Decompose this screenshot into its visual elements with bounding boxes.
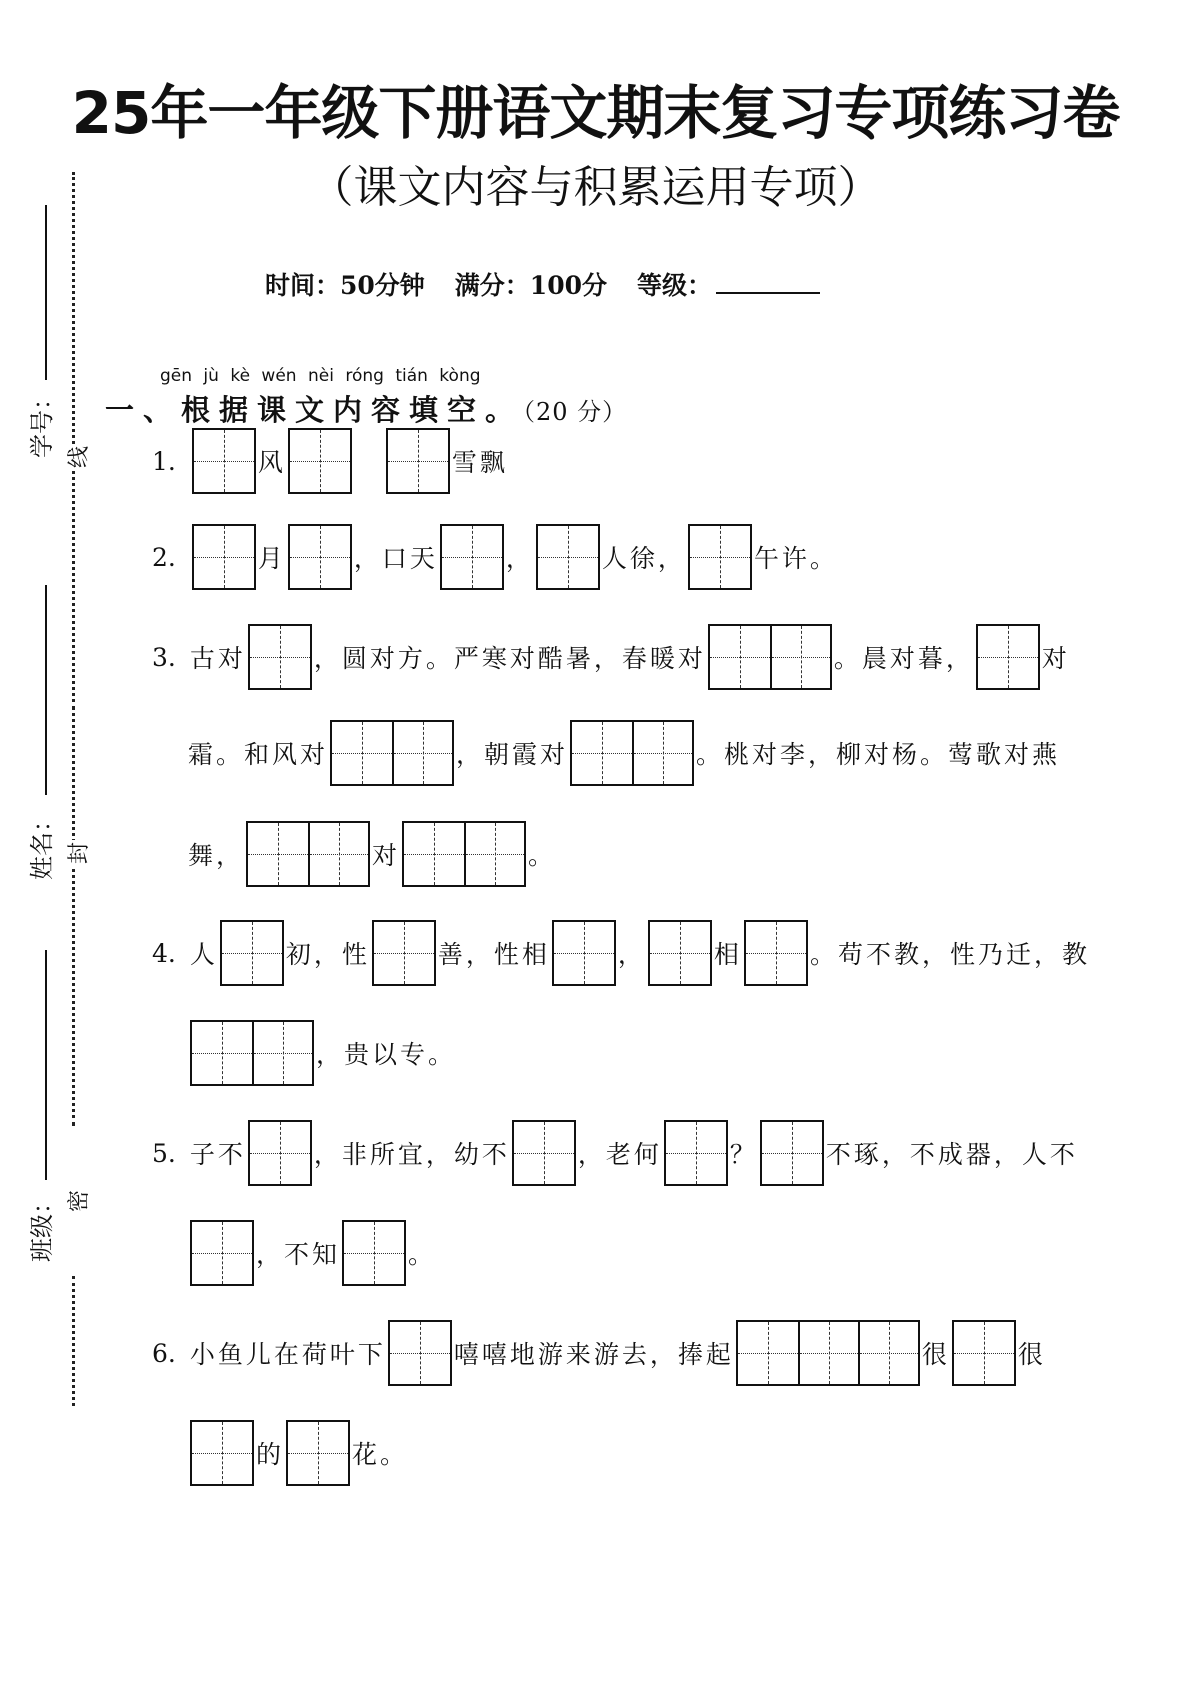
tian-zi-ge-cell[interactable] bbox=[222, 922, 282, 984]
question-text: 。 bbox=[408, 1240, 437, 1269]
question-text: 。桃对李，柳对杨。莺歌对燕 bbox=[696, 740, 1061, 769]
answer-grid-3-char[interactable] bbox=[736, 1320, 920, 1386]
answer-grid-1-char[interactable] bbox=[288, 428, 352, 494]
tian-zi-ge-cell[interactable] bbox=[192, 1222, 252, 1284]
tian-zi-ge-cell[interactable] bbox=[388, 430, 448, 492]
section-score: （20 分） bbox=[523, 398, 628, 426]
question-text: 。晨对暮， bbox=[833, 644, 974, 673]
answer-grid-2-char[interactable] bbox=[570, 720, 694, 786]
answer-grid-1-char[interactable] bbox=[288, 524, 352, 590]
answer-grid-1-char[interactable] bbox=[760, 1120, 824, 1186]
tian-zi-ge-cell[interactable] bbox=[250, 1122, 310, 1184]
question-text: 。苟不教，性乃迁，教 bbox=[809, 940, 1090, 969]
question-text: 很 bbox=[921, 1340, 950, 1369]
question-text: 对 bbox=[1041, 644, 1070, 673]
tian-zi-ge-cell[interactable] bbox=[390, 1322, 450, 1384]
answer-grid-2-char[interactable] bbox=[330, 720, 454, 786]
question-4-line-2 bbox=[188, 1020, 456, 1086]
question-text: 不琢，不成器，人不 bbox=[825, 1140, 1078, 1169]
answer-grid-1-char[interactable] bbox=[342, 1220, 406, 1286]
page-subtitle: （课文内容与积累运用专项） bbox=[309, 162, 882, 213]
tian-zi-ge-cell[interactable] bbox=[858, 1322, 918, 1384]
tian-zi-ge-cell[interactable] bbox=[554, 922, 614, 984]
tian-zi-ge-cell[interactable] bbox=[252, 1022, 312, 1084]
question-1-line-1 bbox=[152, 428, 508, 494]
grade-field bbox=[637, 266, 820, 302]
tian-zi-ge-cell[interactable] bbox=[464, 823, 524, 885]
tian-zi-ge-cell[interactable] bbox=[192, 1022, 252, 1084]
question-text: 子不 bbox=[189, 1140, 246, 1169]
tian-zi-ge-cell[interactable] bbox=[194, 430, 254, 492]
answer-grid-1-char[interactable] bbox=[664, 1120, 728, 1186]
tian-zi-ge-cell[interactable] bbox=[710, 626, 770, 688]
grade-blank[interactable] bbox=[716, 268, 820, 294]
answer-grid-1-char[interactable] bbox=[388, 1320, 452, 1386]
question-text: ？ bbox=[729, 1140, 758, 1169]
question-text: 善，性相 bbox=[437, 940, 550, 969]
question-text: ，口天 bbox=[353, 544, 438, 573]
tian-zi-ge-cell[interactable] bbox=[632, 722, 692, 784]
seal-dotted-line bbox=[72, 172, 75, 702]
tian-zi-ge-cell[interactable] bbox=[290, 430, 350, 492]
answer-grid-1-char[interactable] bbox=[688, 524, 752, 590]
tian-zi-ge-cell[interactable] bbox=[978, 626, 1038, 688]
class-label: 班级： bbox=[28, 1190, 56, 1262]
tian-zi-ge-cell[interactable] bbox=[762, 1122, 822, 1184]
tian-zi-ge-cell[interactable] bbox=[954, 1322, 1014, 1384]
tian-zi-ge-cell[interactable] bbox=[250, 626, 310, 688]
page-title: 25年一年级下册语文期末复习专项练习卷 bbox=[71, 79, 1120, 147]
answer-grid-1-char[interactable] bbox=[976, 624, 1040, 690]
tian-zi-ge-cell[interactable] bbox=[650, 922, 710, 984]
name-label: 姓名： bbox=[28, 808, 56, 880]
tian-zi-ge-cell[interactable] bbox=[392, 722, 452, 784]
question-3-line-3 bbox=[188, 821, 556, 887]
answer-grid-1-char[interactable] bbox=[372, 920, 436, 986]
answer-grid-2-char[interactable] bbox=[708, 624, 832, 690]
question-number: 4. bbox=[152, 938, 176, 968]
tian-zi-ge-cell[interactable] bbox=[666, 1122, 726, 1184]
question-3-line-2 bbox=[188, 720, 1060, 786]
question-text: 很 bbox=[1017, 1340, 1046, 1369]
tian-zi-ge-cell[interactable] bbox=[344, 1222, 404, 1284]
exam-meta bbox=[265, 266, 820, 302]
question-number: 6. bbox=[152, 1338, 176, 1368]
question-6-line-2 bbox=[188, 1420, 408, 1486]
answer-grid-1-char[interactable] bbox=[536, 524, 600, 590]
answer-grid-1-char[interactable] bbox=[220, 920, 284, 986]
question-text: 雪飘 bbox=[451, 448, 508, 477]
tian-zi-ge-cell[interactable] bbox=[442, 526, 502, 588]
tian-zi-ge-cell[interactable] bbox=[572, 722, 632, 784]
tian-zi-ge-cell[interactable] bbox=[288, 1422, 348, 1484]
student-id-label: 学号： bbox=[28, 386, 56, 458]
answer-grid-1-char[interactable] bbox=[440, 524, 504, 590]
tian-zi-ge-cell[interactable] bbox=[308, 823, 368, 885]
binding-margin bbox=[0, 0, 100, 1684]
grade-label: 等级： bbox=[636, 271, 712, 300]
tian-zi-ge-cell[interactable] bbox=[690, 526, 750, 588]
answer-grid-1-char[interactable] bbox=[190, 1420, 254, 1486]
question-text: 。 bbox=[528, 841, 557, 870]
tian-zi-ge-cell[interactable] bbox=[248, 823, 308, 885]
seal-mark-mi: 密 bbox=[62, 1188, 93, 1214]
question-5-line-2 bbox=[188, 1220, 436, 1286]
question-3-line-1 bbox=[152, 624, 1070, 690]
seal-mark-feng: 封 bbox=[62, 840, 93, 866]
question-text: ，圆对方。严寒对酷暑，春暖对 bbox=[313, 644, 706, 673]
question-text: 对 bbox=[372, 841, 401, 870]
answer-grid-1-char[interactable] bbox=[512, 1120, 576, 1186]
question-number: 3. bbox=[152, 642, 176, 672]
question-text: 小鱼儿在荷叶下 bbox=[189, 1340, 386, 1369]
tian-zi-ge-cell[interactable] bbox=[770, 626, 830, 688]
answer-grid-1-char[interactable] bbox=[286, 1420, 350, 1486]
tian-zi-ge-cell[interactable] bbox=[798, 1322, 858, 1384]
question-text: 舞， bbox=[188, 841, 245, 870]
seal-dotted-line bbox=[72, 706, 75, 1126]
tian-zi-ge-cell[interactable] bbox=[290, 526, 350, 588]
question-text: 嘻嘻地游来游去，捧起 bbox=[453, 1340, 734, 1369]
answer-grid-1-char[interactable] bbox=[192, 428, 256, 494]
question-text: 月 bbox=[257, 544, 286, 573]
tian-zi-ge-cell[interactable] bbox=[192, 1422, 252, 1484]
question-text: 风 bbox=[257, 448, 286, 477]
time-limit: 时间：50分钟 bbox=[265, 271, 425, 300]
question-text: 午许。 bbox=[753, 544, 838, 573]
question-text: ，非所宜，幼不 bbox=[313, 1140, 510, 1169]
name-blank[interactable] bbox=[45, 585, 47, 795]
answer-grid-1-char[interactable] bbox=[190, 1220, 254, 1286]
question-text: 古对 bbox=[189, 644, 246, 673]
question-text: ， bbox=[617, 940, 646, 969]
answer-grid-1-char[interactable] bbox=[192, 524, 256, 590]
question-text: 初，性 bbox=[285, 940, 370, 969]
seal-mark-xian: 线 bbox=[62, 444, 93, 470]
seal-dotted-line bbox=[72, 1276, 75, 1406]
tian-zi-ge-cell[interactable] bbox=[746, 922, 806, 984]
section-heading bbox=[105, 388, 627, 429]
question-text: 霜。和风对 bbox=[188, 740, 329, 769]
question-2-line-1 bbox=[152, 524, 838, 590]
question-text: 相 bbox=[713, 940, 742, 969]
tian-zi-ge-cell[interactable] bbox=[514, 1122, 574, 1184]
answer-grid-2-char[interactable] bbox=[246, 821, 370, 887]
question-text: 人 bbox=[189, 940, 218, 969]
question-text: 花。 bbox=[352, 1440, 409, 1469]
section-heading-text: 一、根据课文内容填空。 bbox=[105, 393, 524, 427]
answer-grid-1-char[interactable] bbox=[648, 920, 712, 986]
tian-zi-ge-cell[interactable] bbox=[374, 922, 434, 984]
answer-grid-1-char[interactable] bbox=[386, 428, 450, 494]
answer-grid-2-char[interactable] bbox=[402, 821, 526, 887]
question-number: 2. bbox=[152, 542, 176, 572]
question-text: ， bbox=[505, 544, 534, 573]
question-text: 的 bbox=[256, 1440, 285, 1469]
question-text: ，贵以专。 bbox=[316, 1040, 457, 1069]
tian-zi-ge-cell[interactable] bbox=[738, 1322, 798, 1384]
answer-grid-1-char[interactable] bbox=[248, 624, 312, 690]
tian-zi-ge-cell[interactable] bbox=[538, 526, 598, 588]
answer-grid-2-char[interactable] bbox=[190, 1020, 314, 1086]
question-text: ，老何 bbox=[577, 1140, 662, 1169]
question-text: ，朝霞对 bbox=[456, 740, 569, 769]
section-pinyin: gēn jù kè wén nèi róng tián kòng bbox=[160, 366, 481, 386]
question-number: 1. bbox=[152, 446, 176, 476]
full-score: 满分：100分 bbox=[454, 271, 607, 300]
student-id-blank[interactable] bbox=[45, 205, 47, 380]
tian-zi-ge-cell[interactable] bbox=[332, 722, 392, 784]
question-text: ，不知 bbox=[256, 1240, 341, 1269]
question-5-line-1 bbox=[152, 1120, 1078, 1186]
question-6-line-1 bbox=[152, 1320, 1046, 1386]
class-blank[interactable] bbox=[45, 950, 47, 1180]
answer-grid-1-char[interactable] bbox=[952, 1320, 1016, 1386]
question-number: 5. bbox=[152, 1138, 176, 1168]
answer-grid-1-char[interactable] bbox=[744, 920, 808, 986]
answer-grid-1-char[interactable] bbox=[248, 1120, 312, 1186]
answer-grid-1-char[interactable] bbox=[552, 920, 616, 986]
question-4-line-1 bbox=[152, 920, 1090, 986]
tian-zi-ge-cell[interactable] bbox=[404, 823, 464, 885]
tian-zi-ge-cell[interactable] bbox=[194, 526, 254, 588]
question-text: 人徐， bbox=[601, 544, 686, 573]
